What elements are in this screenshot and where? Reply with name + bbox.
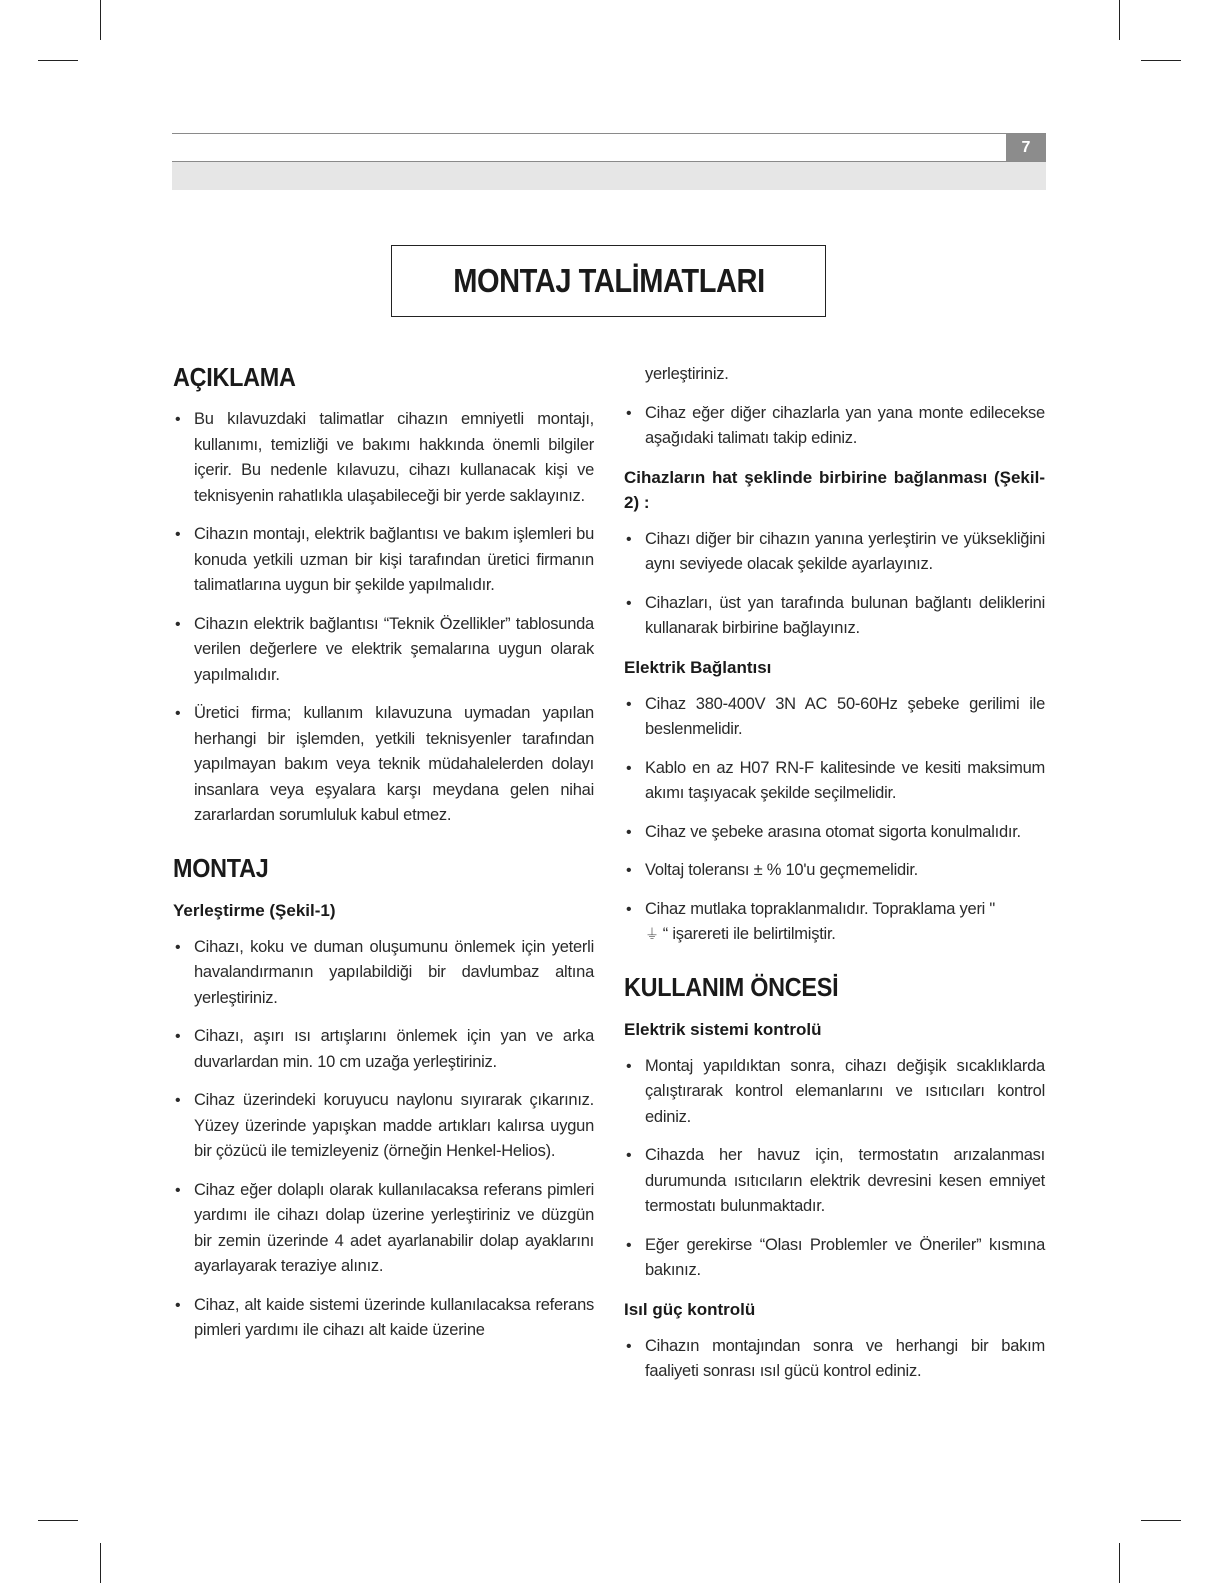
elektrik-list bbox=[624, 692, 1045, 948]
list-item: • Kablo en az H07 RN-F kalitesinde ve kesiti maksimum akımı taşıyacak şekilde seçilmelidir. bbox=[624, 756, 1045, 807]
crop-mark bbox=[38, 60, 78, 61]
title-box bbox=[391, 245, 826, 317]
ground-symbol-icon: ⏚ bbox=[645, 926, 659, 942]
page-number: 7 bbox=[1006, 134, 1046, 161]
list-item: • Cihazı diğer bir cihazın yanına yerleştirin ve yüksekliğini aynı seviyede olacak şekilde ayarlayınız. bbox=[624, 527, 1045, 578]
list-item-grounding bbox=[624, 897, 1045, 948]
subheading-yerlestirme: Yerleştirme (Şekil-1) bbox=[173, 900, 336, 920]
grounding-text-before: Cihaz mutlaka topraklanmalıdır. Topraklama yeri " bbox=[645, 899, 996, 918]
side-by-side-list bbox=[624, 401, 1045, 452]
section-heading-kullanim: KULLANIM ÖNCESİ bbox=[624, 971, 839, 1002]
list-item: • Cihaz eğer dolaplı olarak kullanılacaksa referans pimleri yardımı ile cihazı dolap üzerine yerleştiriniz ve düzgün bir zemin üzerinde 4 adet ayarlanabilir dolap ayaklarını ayarlayarak teraziye alınız. bbox=[173, 1178, 594, 1280]
subheading-elektrik: Elektrik Bağlantısı bbox=[624, 657, 772, 677]
crop-mark bbox=[100, 0, 101, 40]
list-item: • Üretici firma; kullanım kılavuzuna uymadan yapılan herhangi bir işlemden, yetkili teknisyenler tarafından yapılmayan bakım veya teknik müdahalelerden dolayı insanlara veya eşyalara karşı meydana gelen nihai zararlardan sorumluluk kabul etmez. bbox=[173, 701, 594, 829]
continuation-text: yerleştiriniz. bbox=[645, 365, 729, 383]
list-item: • Cihaz üzerindeki koruyucu naylonu sıyırarak çıkarınız. Yüzey üzerinde yapışkan madde artıkları kalırsa uygun bir çözücü ile temizleyeniz (örneğin Henkel-Helios). bbox=[173, 1088, 594, 1165]
subheading-hat: Cihazların hat şeklinde birbirine bağlanması (Şekil-2) : bbox=[624, 467, 1045, 512]
list-item: • Cihaz, alt kaide sistemi üzerinde kullanılacaksa referans pimleri yardımı ile cihazı alt kaide üzerine bbox=[173, 1293, 594, 1344]
isil-list bbox=[624, 1334, 1045, 1385]
list-item: • Eğer gerekirse “Olası Problemler ve Öneriler” kısmına bakınız. bbox=[624, 1233, 1045, 1284]
crop-mark bbox=[100, 1543, 101, 1583]
page-title: MONTAJ TALİMATLARI bbox=[452, 262, 765, 299]
crop-mark bbox=[1119, 0, 1120, 40]
aciklama-list bbox=[173, 407, 594, 829]
header-band bbox=[172, 162, 1046, 190]
list-item: • Cihazı, aşırı ısı artışlarını önlemek için yan ve arka duvarlardan min. 10 cm uzağa yerleştiriniz. bbox=[173, 1024, 594, 1075]
montaj-list bbox=[173, 935, 594, 1344]
list-item: • Cihazı, koku ve duman oluşumunu önlemek için yeterli havalandırmanın yapılabildiği bir davlumbaz altına yerleştiriniz. bbox=[173, 935, 594, 1012]
section-heading-aciklama: AÇIKLAMA bbox=[173, 362, 296, 392]
list-item: • Voltaj toleransı ± % 10'u geçmemelidir. bbox=[624, 858, 1045, 884]
header-rule bbox=[172, 133, 1046, 134]
crop-mark bbox=[38, 1520, 78, 1521]
list-item: • Cihaz ve şebeke arasına otomat sigorta konulmalıdır. bbox=[624, 820, 1045, 846]
grounding-text-after: “ işarereti ile belirtilmiştir. bbox=[662, 925, 836, 943]
subheading-isil-guc: Isıl güç kontrolü bbox=[624, 1299, 756, 1319]
sistem-list bbox=[624, 1054, 1045, 1284]
list-item: • Cihaz 380-400V 3N AC 50-60Hz şebeke gerilimi ile beslenmelidir. bbox=[624, 692, 1045, 743]
crop-mark bbox=[1141, 60, 1181, 61]
list-item: • Cihaz eğer diğer cihazlarla yan yana monte edilecekse aşağıdaki talimatı takip ediniz. bbox=[624, 401, 1045, 452]
list-item: • Cihazda her havuz için, termostatın arızalanması durumunda ısıtıcıların elektrik devresini kesen emniyet termostatı bulunmaktadır. bbox=[624, 1143, 1045, 1220]
list-item: • Cihazın montajından sonra ve herhangi bir bakım faaliyeti sonrası ısıl gücü kontrol ediniz. bbox=[624, 1334, 1045, 1385]
list-item: • Cihazları, üst yan tarafında bulunan bağlantı deliklerini kullanarak birbirine bağlayınız. bbox=[624, 591, 1045, 642]
list-item: • Bu kılavuzdaki talimatlar cihazın emniyetli montajı, kullanımı, temizliği ve bakımı hakkında önemli bilgiler içerir. Bu nedenle kılavuzu, cihazı kullanacak kişi ve teknisyenin rahatlıkla ulaşabileceği bir yerde saklayınız. bbox=[173, 407, 594, 509]
list-item: • Cihazın elektrik bağlantısı “Teknik Özellikler” tablosunda verilen değerlere ve elektrik şemalarına uygun olarak yapılmalıdır. bbox=[173, 612, 594, 689]
hat-list bbox=[624, 527, 1045, 642]
list-item: • Montaj yapıldıktan sonra, cihazı değişik sıcaklıklarda çalıştırarak kontrol elemanlarını ve ısıtıcıları kontrol ediniz. bbox=[624, 1054, 1045, 1131]
left-column bbox=[173, 362, 594, 1357]
subheading-elektrik-sistemi: Elektrik sistemi kontrolü bbox=[624, 1019, 822, 1039]
crop-mark bbox=[1119, 1543, 1120, 1583]
crop-mark bbox=[1141, 1520, 1181, 1521]
section-heading-montaj: MONTAJ bbox=[173, 852, 269, 883]
right-column bbox=[624, 362, 1045, 1398]
list-item: • Cihazın montajı, elektrik bağlantısı ve bakım işlemleri bu konuda yetkili uzman bir kişi tarafından üretici firmanın talimatlarına uygun bir şekilde yapılmalıdır. bbox=[173, 522, 594, 599]
